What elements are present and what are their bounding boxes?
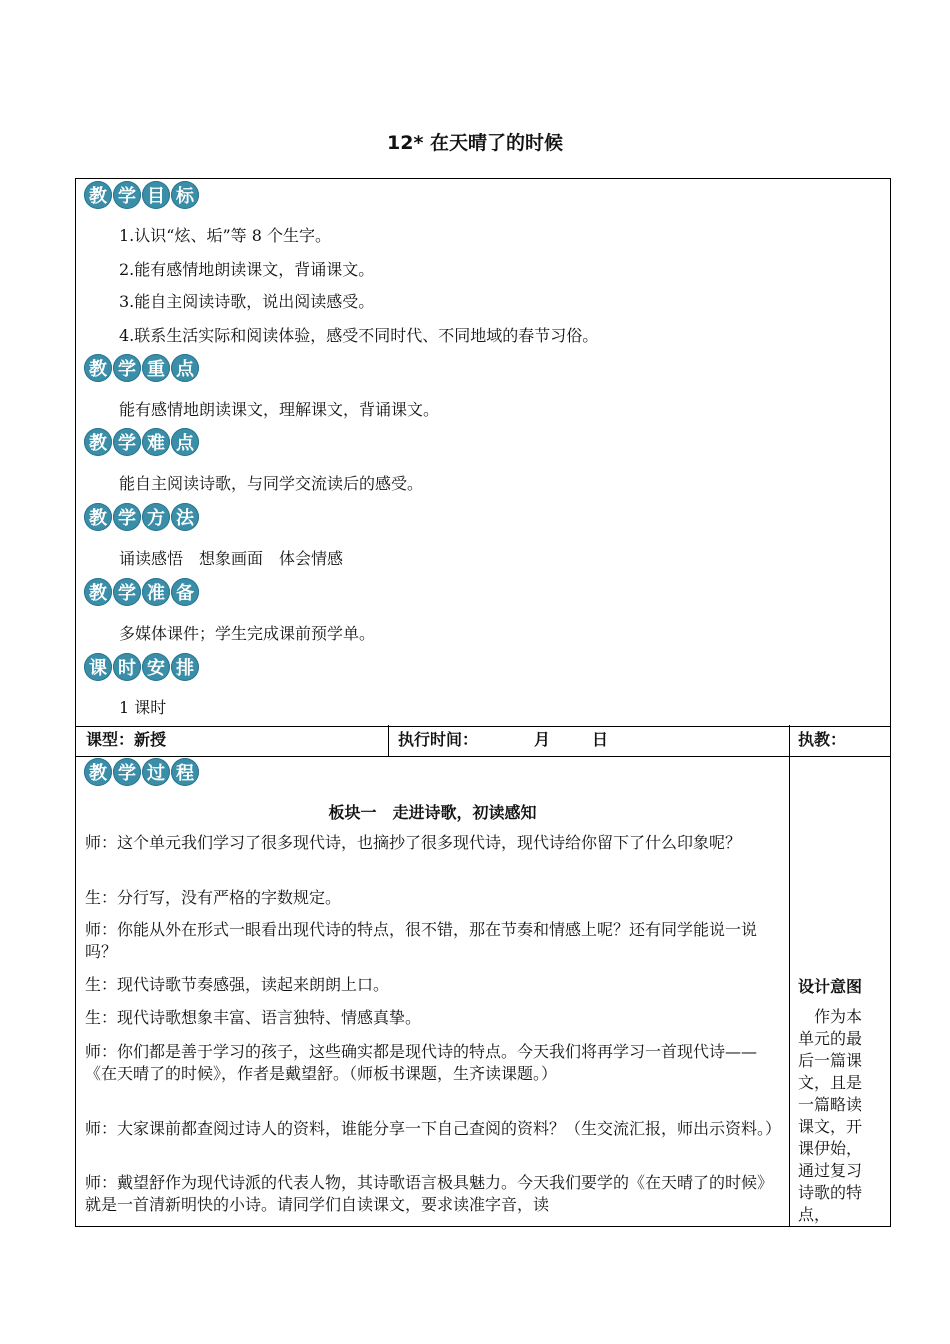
info-row (75, 725, 891, 757)
schedule-heading (84, 653, 200, 681)
schedule-text: 1 课时 (119, 698, 167, 717)
block-title: 板块一 走进诗歌，初读感知 (328, 803, 537, 822)
heading-char: 学 (113, 758, 141, 786)
exec-time-label: 执行时间： (398, 730, 479, 749)
page-title: 12* 在天晴了的时候 (387, 132, 563, 154)
goals-heading (84, 181, 200, 209)
day-label: 日 (592, 730, 609, 749)
goal-item: 1.认识“炫、垢”等 8 个生字。 (119, 226, 331, 245)
heading-char: 目 (142, 181, 170, 209)
teacher-label: 执教： (798, 730, 847, 749)
heading-char: 学 (113, 503, 141, 531)
dialogue-paragraph: 生：分行写，没有严格的字数规定。 (85, 888, 342, 907)
process-heading (84, 758, 200, 786)
cell-divider (789, 725, 790, 756)
dialogue-paragraph: 师：这个单元我们学习了很多现代诗，也摘抄了很多现代诗，现代诗给你留下了什么印象呢？ (85, 833, 742, 852)
heading-char: 教 (84, 181, 112, 209)
prep-heading (84, 578, 200, 606)
dialogue-paragraph: 师：你们都是善于学习的孩子，这些确实都是现代诗的特点。今天我们将再学习一首现代诗——《在天晴了的时候》，作者是戴望舒。（师板书课题，生齐读课题。） (85, 1042, 758, 1083)
heading-char: 过 (142, 758, 170, 786)
heading-char: 学 (113, 354, 141, 382)
design-intent-title: 设计意图 (798, 977, 863, 996)
teaching-process-box (75, 756, 891, 1227)
key-text: 能有感情地朗读课文，理解课文，背诵课文。 (119, 400, 440, 419)
heading-char: 安 (142, 653, 170, 681)
lesson-type: 课型：新授 (86, 730, 167, 749)
heading-char: 标 (171, 181, 199, 209)
method-heading (84, 503, 200, 531)
difficulty-text: 能自主阅读诗歌，与同学交流读后的感受。 (119, 474, 424, 493)
dialogue-paragraph: 师：你能从外在形式一眼看出现代诗的特点，很不错，那在节奏和情感上呢？还有同学能说一说吗？ (85, 920, 758, 961)
dialogue-paragraph: 师：戴望舒作为现代诗派的代表人物，其诗歌语言极具魅力。今天我们要学的《在天晴了的时候》就是一首清新明快的小诗。请同学们自读课文，要求读准字音，读 (85, 1173, 774, 1214)
heading-char: 方 (142, 503, 170, 531)
heading-char: 法 (171, 503, 199, 531)
process-main-column (76, 756, 790, 1226)
heading-char: 程 (171, 758, 199, 786)
heading-char: 时 (113, 653, 141, 681)
difficulty-heading (84, 428, 200, 456)
heading-char: 学 (113, 578, 141, 606)
heading-char: 排 (171, 653, 199, 681)
dialogue-paragraph: 师：大家课前都查阅过诗人的资料，谁能分享一下自己查阅的资料？（生交流汇报，师出示资料。） (85, 1119, 782, 1138)
heading-char: 教 (84, 354, 112, 382)
goal-item: 4.联系生活实际和阅读体验，感受不同时代、不同地域的春节习俗。 (119, 326, 599, 345)
design-intent-text: 作为本单元的最后一篇课文，且是一篇略读课文，开课伊始，通过复习诗歌的特点， (798, 1007, 863, 1224)
cell-divider (388, 725, 389, 756)
heading-char: 学 (113, 181, 141, 209)
heading-char: 教 (84, 428, 112, 456)
design-intent-column (790, 756, 890, 1226)
key-heading (84, 354, 200, 382)
dialogue-paragraph: 生：现代诗歌节奏感强，读起来朗朗上口。 (85, 975, 390, 994)
heading-char: 教 (84, 578, 112, 606)
heading-char: 点 (171, 428, 199, 456)
heading-char: 难 (142, 428, 170, 456)
method-text: 诵读感悟 想象画面 体会情感 (119, 549, 344, 568)
dialogue-paragraph: 生：现代诗歌想象丰富、语言独特、情感真挚。 (85, 1008, 422, 1027)
heading-char: 学 (113, 428, 141, 456)
prep-text: 多媒体课件；学生完成课前预学单。 (119, 624, 376, 643)
heading-char: 重 (142, 354, 170, 382)
heading-char: 课 (84, 653, 112, 681)
heading-char: 教 (84, 503, 112, 531)
heading-char: 教 (84, 758, 112, 786)
month-label: 月 (534, 730, 551, 749)
goal-item: 3.能自主阅读诗歌，说出阅读感受。 (119, 292, 375, 311)
heading-char: 准 (142, 578, 170, 606)
heading-char: 备 (171, 578, 199, 606)
goal-item: 2.能有感情地朗读课文，背诵课文。 (119, 260, 375, 279)
heading-char: 点 (171, 354, 199, 382)
lesson-overview-box (75, 178, 891, 727)
